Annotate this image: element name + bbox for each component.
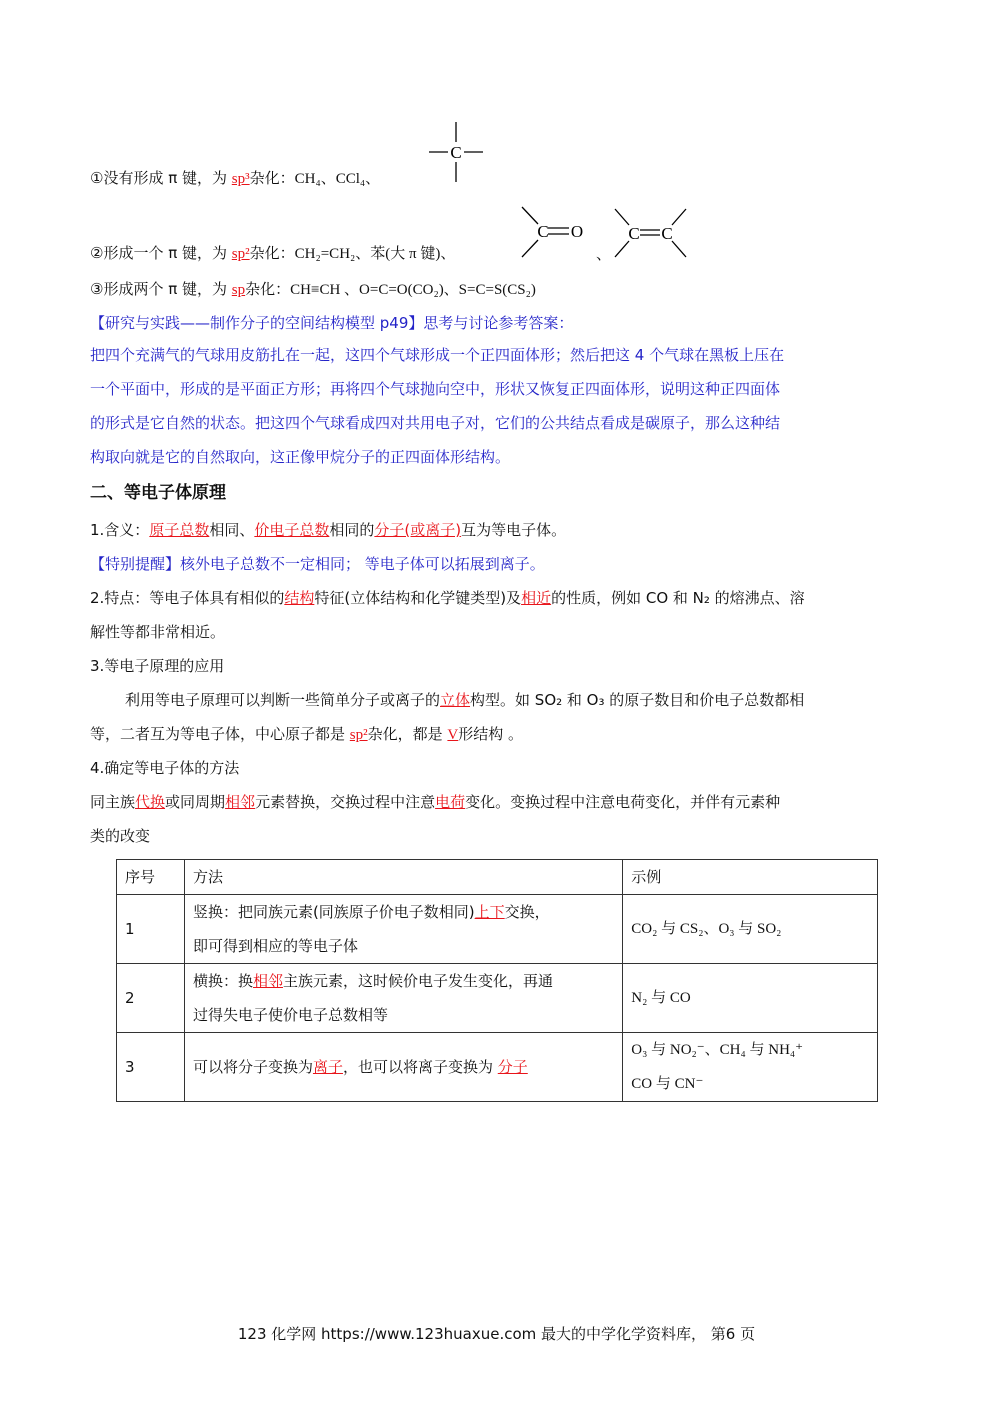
table-row bbox=[117, 964, 878, 1033]
row-3-example bbox=[623, 1033, 878, 1102]
row-3-no: 3 bbox=[117, 1033, 185, 1102]
tip-label: 【特别提醒】 bbox=[90, 555, 181, 573]
definition-text-3: 互为等电子体。 bbox=[461, 521, 567, 539]
application-text-1: 利用等电子原理可以判断一些简单分子或离子的 bbox=[125, 691, 441, 709]
hybrid-line-1-mid: 杂化： bbox=[249, 169, 295, 187]
table-header-row bbox=[117, 860, 878, 895]
method-text-1: 同主族 bbox=[90, 793, 136, 811]
hybrid-line-3-mid: 杂化： bbox=[245, 280, 291, 298]
feature-text-1: 特征(立体结构和化学键类型)及 bbox=[314, 589, 522, 607]
research-line-3: 的形式是它自然的状态。把这四个气球看成四对共用电子对，它们的公共结点看成是碳原子，那么这种结 bbox=[90, 414, 781, 432]
alkene-structure bbox=[610, 204, 690, 264]
method-line-1 bbox=[90, 792, 780, 812]
feature-answer-1: 结构 bbox=[284, 589, 315, 607]
structure-separator: 、 bbox=[596, 245, 612, 263]
row-1-method-text-2: 交换， bbox=[504, 903, 550, 921]
row-1-method-text-1: 竖换：把同族元素(同族原子价电子数相同) bbox=[192, 903, 475, 921]
application-title: 3.等电子原理的应用 bbox=[90, 657, 225, 675]
row-2-method bbox=[184, 964, 622, 1033]
hybrid-line-1-prefix: ①没有形成 π 键，为 bbox=[90, 169, 232, 187]
definition-answer-3: 分子(或离子) bbox=[374, 521, 462, 539]
feature-line-2: 解性等都非常相近。 bbox=[90, 623, 226, 641]
application-text-3: 等，二者互为等电子体，中心原子都是 bbox=[90, 725, 350, 743]
hybrid-line-1-answer: sp³ bbox=[231, 171, 250, 187]
row-3-method-answer-2: 分子 bbox=[497, 1058, 528, 1076]
application-answer-1: 立体 bbox=[440, 691, 471, 709]
row-2-method-answer: 相邻 bbox=[252, 972, 283, 990]
row-1-no: 1 bbox=[117, 895, 185, 964]
alkene-carbon-2-label: C bbox=[661, 224, 673, 243]
research-line-1: 把四个充满气的气球用皮筋扎在一起，这四个气球形成一个正四面体形；然后把这 4 个气球在黑板上压在 bbox=[90, 346, 785, 364]
feature-line-1 bbox=[90, 588, 805, 608]
sp3-carbon-label: C bbox=[450, 143, 462, 162]
application-line-2 bbox=[90, 724, 523, 745]
row-3-method-text-1: 可以将分子变换为 bbox=[192, 1058, 313, 1076]
sp3-carbon-structure bbox=[425, 118, 485, 188]
research-paragraph bbox=[90, 338, 902, 474]
row-3-example-line-1: O₃ 与 NO₂⁻、CH₄ 与 NH₄⁺ bbox=[631, 1042, 804, 1058]
table-header-method: 方法 bbox=[184, 860, 622, 895]
application-text-4: 杂化，都是 bbox=[367, 725, 448, 743]
hybrid-line-2-prefix: ②形成一个 π 键，为 bbox=[90, 244, 232, 262]
carbonyl-carbon-label: C bbox=[537, 222, 549, 241]
row-1-method-answer: 上下 bbox=[474, 903, 505, 921]
table-header-example: 示例 bbox=[623, 860, 878, 895]
research-line-4: 构取向就是它的自然取向，这正像甲烷分子的正四面体形结构。 bbox=[90, 448, 511, 466]
method-line-2: 类的改变 bbox=[90, 827, 151, 845]
row-2-method-text-1: 横换：换 bbox=[192, 972, 253, 990]
method-answer-3: 电荷 bbox=[435, 793, 466, 811]
method-text-4: 变化。变换过程中注意电荷变化，并伴有元素种 bbox=[465, 793, 781, 811]
research-line-2: 一个平面中，形成的是平面正方形；再将四个气球抛向空中，形状又恢复正四面体形，说明这种正四面体 bbox=[90, 380, 781, 398]
feature-text-2: 的性质，例如 CO 和 N₂ 的熔沸点、溶 bbox=[551, 589, 805, 607]
section-title: 二、等电子体原理 bbox=[90, 483, 226, 503]
row-1-method-text-3: 即可得到相应的等电子体 bbox=[192, 937, 358, 955]
row-2-method-text-3: 过得失电子使价电子总数相等 bbox=[192, 1006, 388, 1024]
hybrid-line-2 bbox=[90, 243, 455, 264]
table-row bbox=[117, 1033, 878, 1102]
definition-text-2: 相同的 bbox=[329, 521, 375, 539]
method-text-2: 或同周期 bbox=[165, 793, 226, 811]
row-1-method bbox=[184, 895, 622, 964]
alkene-carbon-1-label: C bbox=[628, 224, 640, 243]
hybrid-line-3-examples: CH≡CH 、O=C=O(CO₂)、S=C=S(CS₂) bbox=[290, 282, 536, 298]
feature-answer-2: 相近 bbox=[521, 589, 552, 607]
hybrid-line-2-examples: CH₂=CH₂、苯(大 π 键)、 bbox=[294, 246, 456, 262]
hybrid-line-2-mid: 杂化： bbox=[249, 244, 295, 262]
row-3-example-line-2: CO 与 CN⁻ bbox=[631, 1076, 704, 1092]
hybrid-line-3 bbox=[90, 279, 536, 300]
table-row bbox=[117, 895, 878, 964]
method-title: 4.确定等电子体的方法 bbox=[90, 759, 240, 777]
definition-text-1: 相同、 bbox=[209, 521, 255, 539]
application-answer-3: V bbox=[447, 727, 459, 743]
application-line-1 bbox=[125, 690, 804, 710]
carbonyl-oxygen-label: O bbox=[570, 222, 584, 241]
tip-text: 核外电子总数不一定相同； 等电子体可以拓展到离子。 bbox=[180, 555, 545, 573]
application-text-5: 形结构 。 bbox=[458, 725, 524, 743]
application-answer-2: sp² bbox=[349, 727, 368, 743]
carbonyl-structure bbox=[518, 204, 590, 266]
row-1-example: CO₂ 与 CS₂、O₃ 与 SO₂ bbox=[623, 895, 878, 964]
hybrid-line-1 bbox=[90, 168, 380, 189]
definition-line bbox=[90, 520, 566, 540]
row-3-method-answer-1: 离子 bbox=[312, 1058, 343, 1076]
method-text-3: 元素替换，交换过程中注意 bbox=[255, 793, 436, 811]
hybrid-line-1-examples: CH₄、CCl₄、 bbox=[294, 171, 381, 187]
page-footer: 123 化学网 https://www.123huaxue.com 最大的中学化学资料库， 第6 页 bbox=[237, 1325, 756, 1343]
application-text-2: 构型。如 SO₂ 和 O₃ 的原子数目和价电子总数都相 bbox=[470, 691, 805, 709]
row-3-method bbox=[184, 1033, 622, 1102]
hybrid-line-3-prefix: ③形成两个 π 键，为 bbox=[90, 280, 232, 298]
row-2-example: N₂ 与 CO bbox=[623, 964, 878, 1033]
definition-prefix: 1.含义： bbox=[90, 521, 150, 539]
row-2-no: 2 bbox=[117, 964, 185, 1033]
method-table bbox=[116, 859, 878, 1102]
table-header-no: 序号 bbox=[117, 860, 185, 895]
hybrid-line-3-answer: sp bbox=[231, 282, 246, 298]
method-answer-1: 代换 bbox=[135, 793, 166, 811]
feature-prefix: 2.特点：等电子体具有相似的 bbox=[90, 589, 285, 607]
research-heading: 【研究与实践——制作分子的空间结构模型 p49】思考与讨论参考答案： bbox=[90, 314, 574, 332]
tip-line bbox=[90, 554, 545, 574]
row-3-method-text-2: ，也可以将离子变换为 bbox=[342, 1058, 498, 1076]
hybrid-line-2-answer: sp² bbox=[231, 246, 250, 262]
row-2-method-text-2: 主族元素，这时候价电子发生变化，再通 bbox=[282, 972, 553, 990]
definition-answer-2: 价电子总数 bbox=[254, 521, 330, 539]
definition-answer-1: 原子总数 bbox=[149, 521, 210, 539]
method-answer-2: 相邻 bbox=[225, 793, 256, 811]
